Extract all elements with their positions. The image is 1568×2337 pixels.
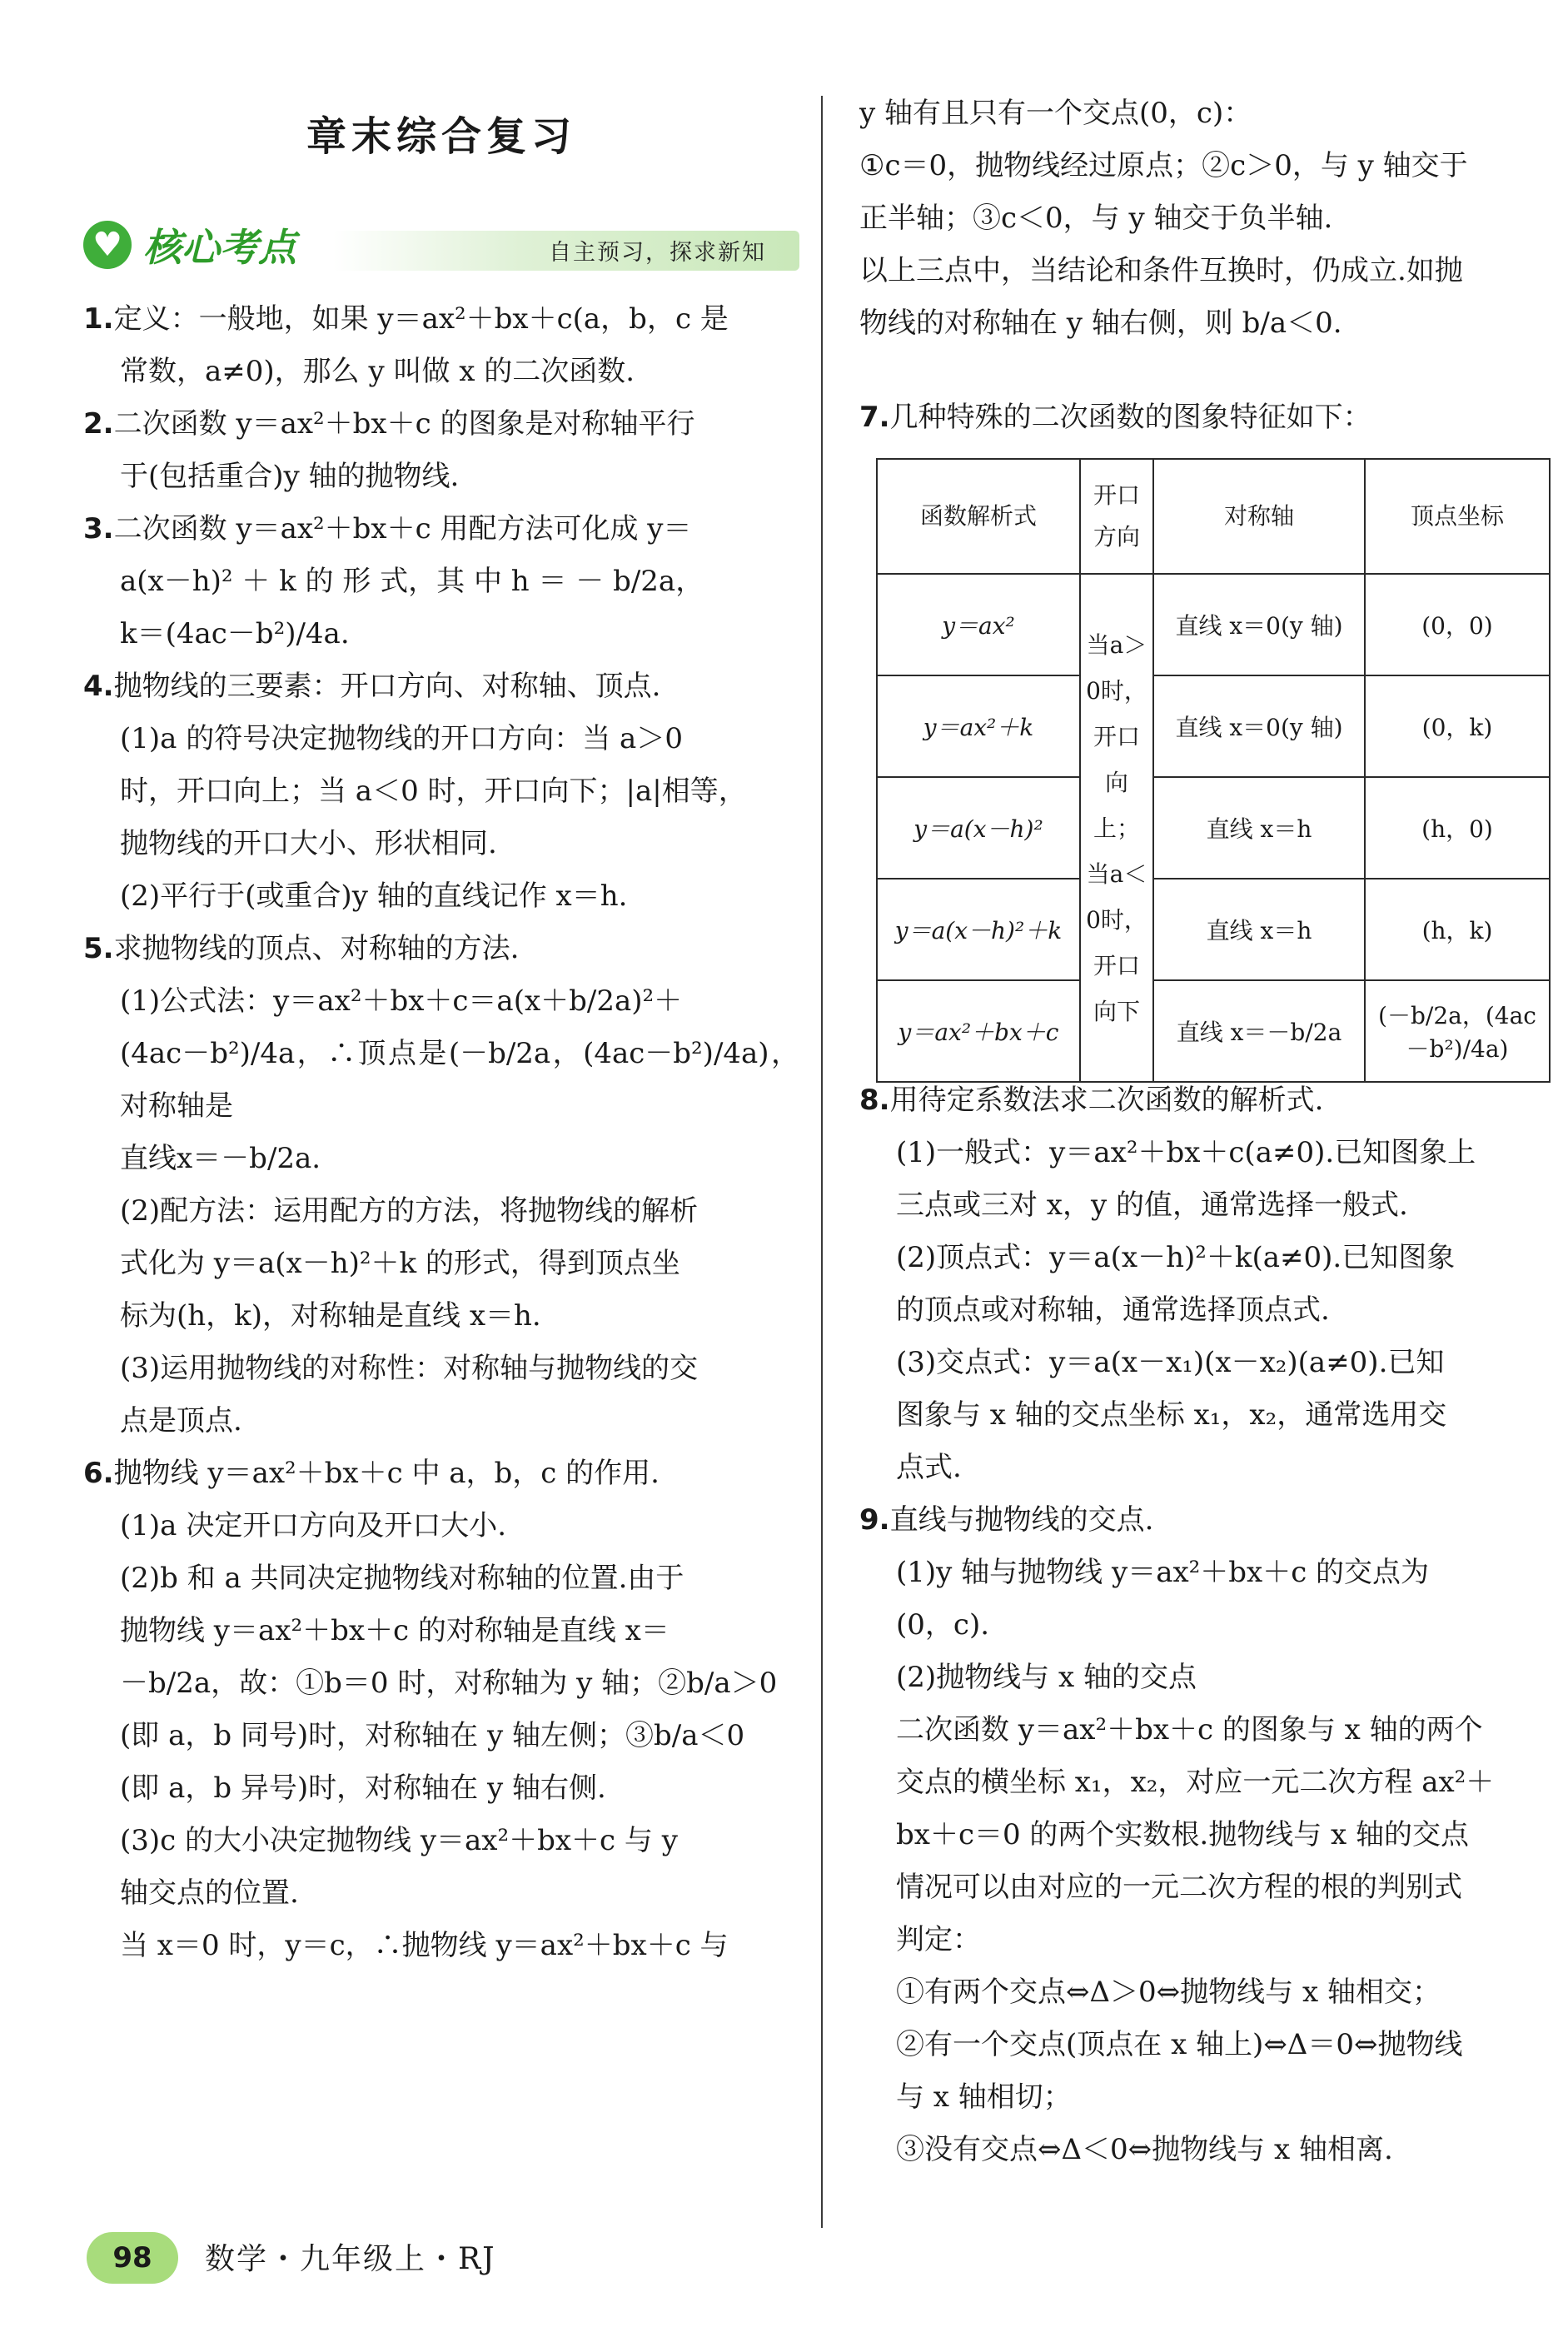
line-text: 定义：一般地，如果 y＝ax²＋bx＋c(a，b，c 是: [113, 302, 729, 336]
line-text: 常数，a≠0)，那么 y 叫做 x 的二次函数.: [120, 355, 635, 388]
line-text: 抛物线的开口大小、形状相同.: [120, 827, 497, 860]
line-text: (1)y 轴与抛物线 y＝ax²＋bx＋c 的交点为: [896, 1556, 1430, 1589]
text-line: [859, 1599, 1551, 1652]
table-cell-vertex: (0，0): [1365, 574, 1550, 675]
table-cell-axis: 直线 x＝h: [1153, 879, 1365, 980]
line-text: 三点或三对 x，y 的值，通常选择一般式.: [896, 1188, 1408, 1222]
line-text: (3)交点式：y＝a(x－x₁)(x－x₂)(a≠0).已知: [896, 1346, 1445, 1379]
line-text: (3)c 的大小决定抛物线 y＝ax²＋bx＋c 与 y: [120, 1824, 678, 1857]
item-number: 2.: [83, 407, 114, 441]
line-text: 于(包括重合)y 轴的抛物线.: [120, 460, 460, 493]
text-line: [859, 140, 1551, 192]
section-subtitle: 自主预习，探求新知: [549, 240, 766, 266]
line-text: (2)b 和 a 共同决定抛物线对称轴的位置.由于: [120, 1562, 684, 1595]
table-cell-axis: 直线 x＝0(y 轴): [1153, 574, 1365, 675]
item7-line: [859, 391, 1551, 444]
line-text: (2)平行于(或重合)y 轴的直线记作 x＝h.: [120, 879, 628, 913]
text-line: [859, 1442, 1551, 1494]
line-text: y 轴有且只有一个交点(0，c)：: [859, 97, 1252, 130]
item-number: 7.: [859, 401, 890, 434]
line-text: ③没有交点⇔Δ＜0⇔抛物线与 x 轴相离.: [896, 2133, 1393, 2166]
item-number: 6.: [83, 1457, 114, 1490]
table-cell-axis: 直线 x＝－b/2a: [1153, 980, 1365, 1082]
text-line: [83, 556, 799, 608]
text-line: [83, 1867, 799, 1920]
table-header: 开口方向: [1080, 459, 1153, 574]
text-line: [83, 1500, 799, 1552]
text-line: [859, 1756, 1551, 1809]
line-text: (1)a 决定开口方向及开口大小.: [120, 1509, 507, 1542]
table-cell-vertex: (h，0): [1365, 777, 1550, 879]
table-cell-expr: y＝ax²＋bx＋c: [877, 980, 1080, 1082]
text-line: [859, 1547, 1551, 1599]
right-top-body: [859, 87, 1551, 350]
line-text: 交点的横坐标 x₁，x₂，对应一元二次方程 ax²＋: [896, 1766, 1495, 1799]
text-line: [859, 192, 1551, 245]
text-line: [83, 1762, 799, 1815]
text-line: [859, 1337, 1551, 1389]
text-line: [83, 1028, 799, 1133]
line-text: 的顶点或对称轴，通常选择顶点式.: [896, 1293, 1330, 1327]
item-number: 9.: [859, 1503, 890, 1537]
text-line: [83, 765, 799, 818]
page-number: 98: [87, 2232, 178, 2284]
table-cell-expr: y＝ax²: [877, 574, 1080, 675]
text-line: [83, 451, 799, 503]
text-line: [859, 1494, 1551, 1547]
text-line: [83, 346, 799, 398]
line-text: 与 x 轴相切；: [896, 2080, 1072, 2114]
text-line: [859, 1074, 1551, 1127]
text-line: [83, 1657, 799, 1710]
line-text: 轴交点的位置.: [120, 1876, 299, 1910]
line-text: 式化为 y＝a(x－h)²＋k 的形式，得到顶点坐: [120, 1247, 680, 1280]
text-line: [83, 713, 799, 765]
line-text: 图象与 x 轴的交点坐标 x₁，x₂，通常选用交: [896, 1398, 1447, 1432]
text-line: [83, 293, 799, 346]
line-text: (1)公式法：y＝ax²＋bx＋c＝a(x＋b/2a)²＋: [120, 984, 683, 1018]
section-label: 核心考点: [143, 225, 296, 270]
table-row: [877, 574, 1550, 675]
text-line: [859, 1232, 1551, 1284]
table-cell-expr: y＝a(x－h)²: [877, 777, 1080, 879]
left-body: [83, 293, 799, 1972]
table-row: [877, 675, 1550, 777]
text-line: [83, 1290, 799, 1343]
line-text: 抛物线 y＝ax²＋bx＋c 中 a，b，c 的作用.: [113, 1457, 660, 1490]
line-text: 抛物线 y＝ax²＋bx＋c 的对称轴是直线 x＝: [120, 1614, 670, 1647]
text-line: [83, 923, 799, 975]
line-text: (4ac－b²)/4a，∴顶点是(－b/2a，(4ac－b²)/4a)，对称轴是: [120, 1037, 799, 1123]
feature-table-wrap: [876, 450, 1551, 1089]
line-text: k＝(4ac－b²)/4a.: [120, 617, 350, 650]
line-text: ②有一个交点(顶点在 x 轴上)⇔Δ＝0⇔抛物线: [896, 2028, 1463, 2061]
text-line: [859, 1127, 1551, 1179]
item-number: 1.: [83, 302, 114, 336]
table-cell-expr: y＝a(x－h)²＋k: [877, 879, 1080, 980]
text-line: [83, 1343, 799, 1395]
text-line: [859, 1284, 1551, 1337]
text-line: [859, 1652, 1551, 1704]
text-line: [859, 1809, 1551, 1861]
line-text: (2)抛物线与 x 轴的交点: [896, 1661, 1197, 1694]
item-number: 3.: [83, 512, 114, 546]
text-line: [83, 503, 799, 556]
table-header: 对称轴: [1153, 459, 1365, 574]
item7-text: 几种特殊的二次函数的图象特征如下：: [889, 401, 1371, 434]
table-cell-vertex: (0，k): [1365, 675, 1550, 777]
table-cell-axis: 直线 x＝h: [1153, 777, 1365, 879]
text-line: [859, 2019, 1551, 2071]
table-cell-open: 当a＞0时，开口向上；当a＜0时，开口向下: [1080, 574, 1153, 1082]
text-line: [83, 1448, 799, 1500]
table-header: 函数解析式: [877, 459, 1080, 574]
line-text: 情况可以由对应的一元二次方程的根的判别式: [896, 1871, 1462, 1904]
text-line: [83, 975, 799, 1028]
page-title: 章末综合复习: [306, 113, 576, 160]
line-text: 时，开口向上；当 a＜0 时，开口向下；|a|相等，: [120, 775, 747, 808]
text-line: [859, 297, 1551, 350]
text-line: [83, 1605, 799, 1657]
table-cell-axis: 直线 x＝0(y 轴): [1153, 675, 1365, 777]
line-text: 正半轴；③c＜0，与 y 轴交于负半轴.: [859, 202, 1333, 235]
text-line: [859, 1704, 1551, 1756]
line-text: －b/2a，故：①b＝0 时，对称轴为 y 轴；②b/a＞0: [120, 1667, 778, 1700]
line-text: 二次函数 y＝ax²＋bx＋c 用配方法可化成 y＝: [113, 512, 692, 546]
text-line: [859, 1914, 1551, 1966]
line-text: 直线x＝－b/2a.: [120, 1142, 321, 1175]
text-line: [83, 1920, 799, 1972]
line-text: 点式.: [896, 1451, 962, 1484]
text-line: [859, 87, 1551, 140]
line-text: (3)运用抛物线的对称性：对称轴与抛物线的交: [120, 1352, 699, 1385]
line-text: 抛物线的三要素：开口方向、对称轴、顶点.: [113, 670, 661, 703]
line-text: (0，c).: [896, 1608, 990, 1642]
feature-table: [876, 458, 1551, 1083]
section-banner: [83, 212, 799, 282]
text-line: [83, 1395, 799, 1448]
table-row: [877, 980, 1550, 1082]
text-line: [83, 1552, 799, 1605]
table-row: [877, 879, 1550, 980]
line-text: ①有两个交点⇔Δ＞0⇔抛物线与 x 轴相交；: [896, 1976, 1441, 2009]
table-cell-vertex: (h，k): [1365, 879, 1550, 980]
line-text: 求抛物线的顶点、对称轴的方法.: [113, 932, 520, 965]
line-text: a(x－h)² ＋ k 的 形 式，其 中 h ＝ － b/2a，: [120, 565, 704, 598]
line-text: bx＋c＝0 的两个实数根.抛物线与 x 轴的交点: [896, 1818, 1470, 1851]
table-cell-expr: y＝ax²＋k: [877, 675, 1080, 777]
text-line: [83, 1710, 799, 1762]
line-text: 二次函数 y＝ax²＋bx＋c 的图象与 x 轴的两个: [896, 1713, 1483, 1747]
line-text: 判定：: [896, 1923, 981, 1956]
right-bottom-body: [859, 1074, 1551, 2176]
line-text: 当 x＝0 时，y＝c，∴抛物线 y＝ax²＋bx＋c 与: [120, 1929, 729, 1962]
item-number: 5.: [83, 932, 114, 965]
item-number: 8.: [859, 1084, 890, 1117]
line-text: 物线的对称轴在 y 轴右侧，则 b/a＜0.: [859, 306, 1342, 340]
text-line: [83, 818, 799, 870]
line-text: 直线与抛物线的交点.: [889, 1503, 1154, 1537]
text-line: [859, 1179, 1551, 1232]
text-line: [83, 1238, 799, 1290]
line-text: 标为(h，k)，对称轴是直线 x＝h.: [120, 1299, 541, 1333]
table-cell-vertex: (－b/2a，(4ac－b²)/4a): [1365, 980, 1550, 1082]
footer-text: 数学・九年级上・RJ: [205, 2242, 496, 2276]
table-header: 顶点坐标: [1365, 459, 1550, 574]
text-line: [859, 1389, 1551, 1442]
table-row: [877, 777, 1550, 879]
line-text: 二次函数 y＝ax²＋bx＋c 的图象是对称轴平行: [113, 407, 695, 441]
text-line: [83, 398, 799, 451]
line-text: 用待定系数法求二次函数的解析式.: [889, 1084, 1324, 1117]
text-line: [83, 608, 799, 660]
line-text: 点是顶点.: [120, 1404, 242, 1438]
text-line: [83, 1185, 799, 1238]
line-text: ①c＝0，抛物线经过原点；②c＞0，与 y 轴交于: [859, 149, 1468, 182]
text-line: [859, 1966, 1551, 2019]
text-line: [859, 2124, 1551, 2176]
heart-icon: ♥: [83, 221, 132, 269]
text-line: [859, 1861, 1551, 1914]
text-line: [859, 245, 1551, 297]
line-text: (2)顶点式：y＝a(x－h)²＋k(a≠0).已知图象: [896, 1241, 1456, 1274]
text-line: [83, 870, 799, 923]
item-number: 4.: [83, 670, 114, 703]
line-text: (1)一般式：y＝ax²＋bx＋c(a≠0).已知图象上: [896, 1136, 1476, 1169]
text-line: [83, 660, 799, 713]
text-line: [83, 1133, 799, 1185]
column-divider: [821, 96, 823, 2228]
line-text: 以上三点中，当结论和条件互换时，仍成立.如抛: [859, 254, 1463, 287]
line-text: (2)配方法：运用配方的方法，将抛物线的解析: [120, 1194, 699, 1228]
text-line: [859, 2071, 1551, 2124]
line-text: (即 a，b 异号)时，对称轴在 y 轴右侧.: [120, 1771, 606, 1805]
line-text: (即 a，b 同号)时，对称轴在 y 轴左侧；③b/a＜0: [120, 1719, 745, 1752]
text-line: [83, 1815, 799, 1867]
line-text: (1)a 的符号决定抛物线的开口方向：当 a＞0: [120, 722, 683, 755]
